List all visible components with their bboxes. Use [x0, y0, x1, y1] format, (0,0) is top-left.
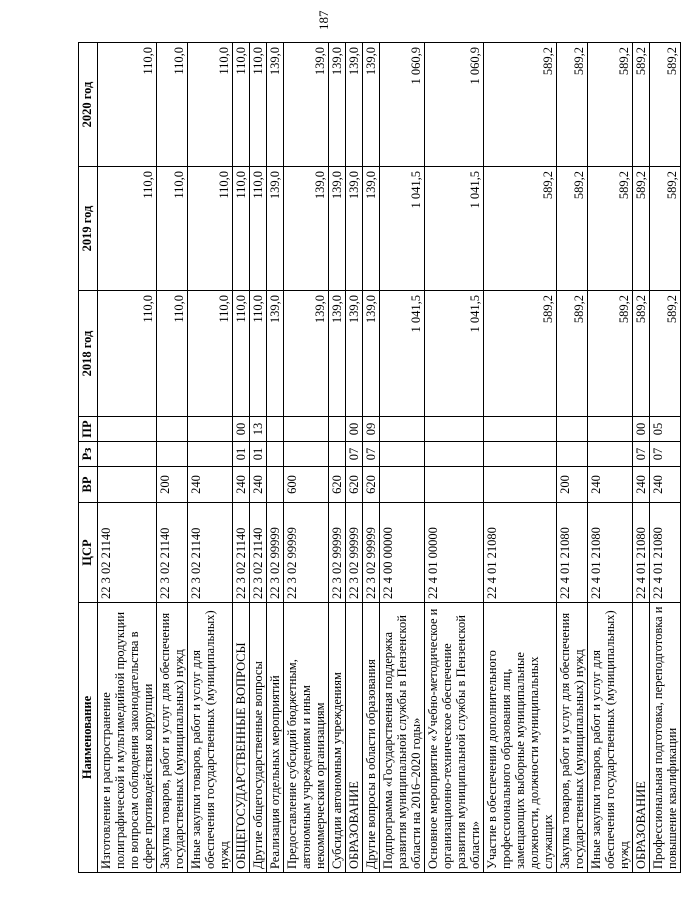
cell-vr: 600: [284, 467, 329, 503]
cell-rz: 01: [250, 442, 267, 467]
table-body: [98, 43, 681, 873]
cell-vr: 240: [188, 467, 233, 503]
cell-2018: 110,0: [188, 291, 233, 417]
cell-2020: 1 060,9: [380, 43, 425, 167]
cell-csr: 22 3 02 21140: [250, 503, 267, 603]
cell-rz: [329, 442, 346, 467]
budget-table-container: [78, 43, 679, 873]
cell-vr: 240: [588, 467, 633, 503]
cell-2019: 139,0: [267, 167, 284, 291]
cell-vr: 200: [557, 467, 588, 503]
cell-pr: [157, 417, 188, 442]
cell-name: Закупка товаров, работ и услуг для обеспечения государственных (муниципальных) нужд: [157, 603, 188, 873]
cell-name: Субсидии автономным учреждениям: [329, 603, 346, 873]
cell-csr: 22 4 00 00000: [380, 503, 425, 603]
cell-rz: [267, 442, 284, 467]
table-row: [484, 43, 557, 873]
cell-vr: [267, 467, 284, 503]
cell-2020: 589,2: [557, 43, 588, 167]
cell-pr: [188, 417, 233, 442]
cell-rz: [284, 442, 329, 467]
cell-2019: 1 041,5: [425, 167, 484, 291]
cell-2019: 589,2: [633, 167, 650, 291]
cell-pr: 09: [363, 417, 380, 442]
cell-2020: 589,2: [633, 43, 650, 167]
table-row: [157, 43, 188, 873]
header-2020: 2020 год: [79, 43, 98, 167]
table-row: [267, 43, 284, 873]
cell-2020: 139,0: [346, 43, 363, 167]
cell-2018: 110,0: [157, 291, 188, 417]
cell-2018: 589,2: [650, 291, 681, 417]
header-2018: 2018 год: [79, 291, 98, 417]
table-row: [650, 43, 681, 873]
cell-name: ОБЩЕГОСУДАРСТВЕННЫЕ ВОПРОСЫ: [233, 603, 250, 873]
cell-name: Участие в обеспечении дополнительного профессионального образования лиц, замещающих выборные муниципальные должности, должности муниципальных служащих: [484, 603, 557, 873]
cell-vr: [425, 467, 484, 503]
cell-vr: 200: [157, 467, 188, 503]
cell-csr: 22 3 02 21140: [157, 503, 188, 603]
cell-2019: 110,0: [233, 167, 250, 291]
cell-2019: 110,0: [188, 167, 233, 291]
cell-2018: 110,0: [233, 291, 250, 417]
cell-rz: 07: [346, 442, 363, 467]
cell-csr: 22 3 02 99999: [267, 503, 284, 603]
table-row: [346, 43, 363, 873]
cell-pr: [484, 417, 557, 442]
cell-2020: 139,0: [329, 43, 346, 167]
cell-2019: 589,2: [588, 167, 633, 291]
cell-2018: 589,2: [588, 291, 633, 417]
cell-2018: 1 041,5: [380, 291, 425, 417]
header-pr: ПР: [79, 417, 98, 442]
cell-2019: 110,0: [157, 167, 188, 291]
cell-vr: 620: [329, 467, 346, 503]
table-row: [633, 43, 650, 873]
cell-rz: [157, 442, 188, 467]
cell-csr: 22 3 02 21140: [188, 503, 233, 603]
table-row: [250, 43, 267, 873]
cell-pr: 00: [233, 417, 250, 442]
cell-name: ОБРАЗОВАНИЕ: [346, 603, 363, 873]
cell-pr: [98, 417, 157, 442]
cell-rz: [380, 442, 425, 467]
cell-name: Предоставление субсидий бюджетным, автономным учреждениям и иным некоммерческим организациям: [284, 603, 329, 873]
cell-2020: 589,2: [588, 43, 633, 167]
cell-pr: [284, 417, 329, 442]
cell-pr: 00: [346, 417, 363, 442]
table-row: [588, 43, 633, 873]
table-row: [557, 43, 588, 873]
cell-2020: 110,0: [250, 43, 267, 167]
cell-rz: [425, 442, 484, 467]
cell-pr: [329, 417, 346, 442]
cell-csr: 22 3 02 99999: [284, 503, 329, 603]
cell-csr: 22 4 01 21080: [633, 503, 650, 603]
cell-csr: 22 4 01 21080: [484, 503, 557, 603]
cell-2018: 139,0: [284, 291, 329, 417]
cell-2020: 1 060,9: [425, 43, 484, 167]
table-row: [425, 43, 484, 873]
cell-csr: 22 3 02 21140: [98, 503, 157, 603]
cell-2018: 589,2: [557, 291, 588, 417]
cell-csr: 22 3 02 99999: [363, 503, 380, 603]
header-2019: 2019 год: [79, 167, 98, 291]
cell-rz: [588, 442, 633, 467]
cell-2018: 139,0: [329, 291, 346, 417]
cell-vr: [484, 467, 557, 503]
cell-csr: 22 4 01 21080: [650, 503, 681, 603]
cell-pr: [557, 417, 588, 442]
cell-pr: [588, 417, 633, 442]
cell-pr: [425, 417, 484, 442]
header-vr: ВР: [79, 467, 98, 503]
cell-2020: 139,0: [267, 43, 284, 167]
cell-vr: 240: [250, 467, 267, 503]
cell-2019: 139,0: [363, 167, 380, 291]
cell-2018: 110,0: [98, 291, 157, 417]
cell-rz: [188, 442, 233, 467]
cell-name: Профессиональная подготовка, переподготовка и повышение квалификации: [650, 603, 681, 873]
cell-2018: 1 041,5: [425, 291, 484, 417]
header-rz: Рз: [79, 442, 98, 467]
cell-2020: 110,0: [233, 43, 250, 167]
cell-vr: 620: [363, 467, 380, 503]
cell-csr: 22 4 01 00000: [425, 503, 484, 603]
cell-2020: 139,0: [363, 43, 380, 167]
table-row: [284, 43, 329, 873]
cell-vr: 240: [650, 467, 681, 503]
cell-2018: 139,0: [346, 291, 363, 417]
cell-2019: 139,0: [284, 167, 329, 291]
cell-name: Изготовление и распространение полиграфической и мультимедийной продукции по вопросам соблюдения законодательства в сфере противодействия коррупции: [98, 603, 157, 873]
cell-2019: 110,0: [250, 167, 267, 291]
table-header-row: [79, 43, 98, 873]
cell-2020: 589,2: [484, 43, 557, 167]
cell-2019: 1 041,5: [380, 167, 425, 291]
cell-vr: [98, 467, 157, 503]
table-row: [329, 43, 346, 873]
cell-2018: 589,2: [633, 291, 650, 417]
page-number: 187: [316, 10, 331, 30]
cell-name: Иные закупки товаров, работ и услуг для обеспечения государственных (муниципальных) нужд: [588, 603, 633, 873]
table-row: [233, 43, 250, 873]
cell-vr: [380, 467, 425, 503]
cell-vr: 240: [633, 467, 650, 503]
cell-rz: 01: [233, 442, 250, 467]
cell-2019: 589,2: [557, 167, 588, 291]
cell-csr: 22 4 01 21080: [557, 503, 588, 603]
cell-name: Другие общегосударственные вопросы: [250, 603, 267, 873]
cell-name: Закупка товаров, работ и услуг для обеспечения государственных (муниципальных) нужд: [557, 603, 588, 873]
cell-name: Другие вопросы в области образования: [363, 603, 380, 873]
table-row: [98, 43, 157, 873]
cell-name: Основное мероприятие «Учебно-методическое и организационно-техническое обеспечение развития муниципальной службы в Пензенской области»: [425, 603, 484, 873]
cell-2019: 110,0: [98, 167, 157, 291]
cell-name: ОБРАЗОВАНИЕ: [633, 603, 650, 873]
cell-2019: 139,0: [329, 167, 346, 291]
cell-2019: 139,0: [346, 167, 363, 291]
cell-pr: 13: [250, 417, 267, 442]
cell-2020: 110,0: [188, 43, 233, 167]
cell-name: Реализация отдельных мероприятий: [267, 603, 284, 873]
cell-csr: 22 3 02 21140: [233, 503, 250, 603]
table-row: [363, 43, 380, 873]
cell-rz: [98, 442, 157, 467]
cell-2020: 110,0: [98, 43, 157, 167]
cell-rz: 07: [633, 442, 650, 467]
cell-2018: 589,2: [484, 291, 557, 417]
cell-csr: 22 3 02 99999: [346, 503, 363, 603]
cell-pr: 00: [633, 417, 650, 442]
cell-2018: 139,0: [267, 291, 284, 417]
cell-2019: 589,2: [484, 167, 557, 291]
cell-vr: 620: [346, 467, 363, 503]
cell-name: Подпрограмма «Государственная поддержка развития муниципальной службы в Пензенской области на 2016–2020 годы»: [380, 603, 425, 873]
header-name: Наименование: [79, 603, 98, 873]
cell-pr: [267, 417, 284, 442]
table-row: [380, 43, 425, 873]
cell-vr: 240: [233, 467, 250, 503]
budget-table: [78, 42, 681, 873]
cell-csr: 22 4 01 21080: [588, 503, 633, 603]
cell-2018: 139,0: [363, 291, 380, 417]
cell-rz: [484, 442, 557, 467]
header-csr: ЦСР: [79, 503, 98, 603]
cell-rz: [557, 442, 588, 467]
cell-csr: 22 3 02 99999: [329, 503, 346, 603]
table-row: [188, 43, 233, 873]
cell-pr: [380, 417, 425, 442]
cell-2020: 110,0: [157, 43, 188, 167]
cell-rz: 07: [363, 442, 380, 467]
cell-2020: 589,2: [650, 43, 681, 167]
cell-pr: 05: [650, 417, 681, 442]
cell-2019: 589,2: [650, 167, 681, 291]
cell-2020: 139,0: [284, 43, 329, 167]
cell-name: Иные закупки товаров, работ и услуг для обеспечения государственных (муниципальных) нужд: [188, 603, 233, 873]
cell-2018: 110,0: [250, 291, 267, 417]
cell-rz: 07: [650, 442, 681, 467]
